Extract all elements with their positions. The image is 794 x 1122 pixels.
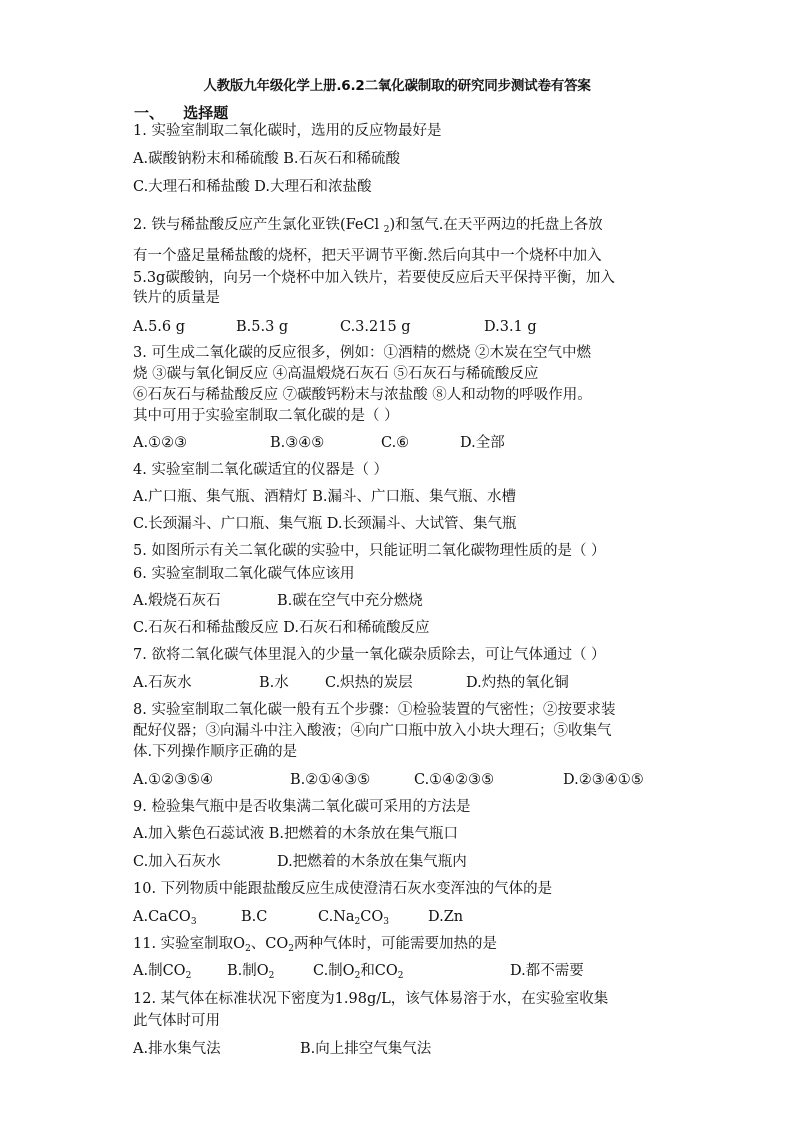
question-1-options-ab: A.碳酸钠粉末和稀硫酸 B.石灰石和稀硫酸 [133, 151, 400, 167]
question-2-option-b: B.5.3 g [236, 319, 289, 335]
question-2-option-c: C.3.215 g [340, 319, 411, 335]
question-2-line-1 [133, 215, 603, 240]
question-9-options-ab: A.加入紫色石蕊试液 B.把燃着的木条放在集气瓶口 [133, 826, 458, 842]
question-12-option-a: A.排水集气法 [133, 1041, 221, 1057]
question-4-options-cd: C.长颈漏斗、广口瓶、集气瓶 D.长颈漏斗、大试管、集气瓶 [133, 516, 517, 532]
question-8-option-a: A.①②③⑤④ [133, 772, 214, 788]
question-11-stem-b: 、CO [250, 936, 289, 952]
question-8-line-1: 8. 实验室制取二氧化碳一般有五个步骤：①检验装置的气密性；②按要求装 [133, 702, 616, 718]
question-11-option-d: D.都不需要 [510, 963, 584, 979]
question-5-stem: 5. 如图所示有关二氧化碳的实验中，只能证明二氧化碳物理性质的是（ ） [133, 543, 606, 559]
question-10-option-a-text: A.CaCO [133, 909, 191, 925]
question-2-line-1-b: )和氢气.在天平两边的托盘上各放 [389, 217, 603, 233]
question-11-option-a [133, 961, 191, 986]
question-10-option-c-sub1: 2 [354, 917, 361, 927]
question-7-option-c: C.炽热的炭层 [325, 675, 413, 691]
document-title: 人教版九年级化学上册.6.2二氧化碳制取的研究同步测试卷有答案 [203, 78, 591, 94]
question-6-stem: 6. 实验室制取二氧化碳气体应该用 [133, 566, 355, 582]
question-11-option-b-text: B.制O [227, 963, 269, 979]
question-12-option-b: B.向上排空气集气法 [300, 1041, 432, 1057]
question-11-stem [133, 934, 497, 959]
question-3-option-c: C.⑥ [381, 435, 410, 451]
question-10-stem: 10. 下列物质中能跟盐酸反应生成使澄清石灰水变浑浊的气体的是 [133, 881, 553, 897]
question-11-stem-sub1: 2 [245, 944, 251, 954]
question-10-option-c-sub2: 3 [383, 917, 389, 927]
question-2-option-d: D.3.1 g [484, 319, 537, 335]
question-11-option-c-text: C.制O [313, 963, 355, 979]
question-8-option-c: C.①④②③⑤ [414, 772, 495, 788]
question-11-option-c-text2: 和CO [360, 963, 398, 979]
question-3-option-d: D.全部 [460, 435, 505, 451]
question-7-option-d: D.灼热的氧化铜 [466, 675, 569, 691]
question-3-line-2: 烧 ③碳与氧化铜反应 ④高温煅烧石灰石 ⑤石灰石与稀硫酸反应 [133, 366, 539, 382]
question-10-option-a-sub: 3 [190, 917, 197, 927]
section-label: 选择题 [183, 104, 229, 122]
question-8-option-b: B.②①④③⑤ [290, 772, 371, 788]
question-10-option-a [133, 907, 197, 932]
question-9-stem: 9. 检验集气瓶中是否收集满二氧化碳可采用的方法是 [133, 799, 471, 815]
question-10-option-b: B.C [241, 909, 268, 925]
question-2-line-1-a: 2. 铁与稀盐酸反应产生氯化亚铁(FeCl [133, 217, 384, 233]
question-9-option-c: C.加入石灰水 [133, 854, 221, 870]
question-8-line-3: 体.下列操作顺序正确的是 [133, 744, 298, 760]
question-8-line-2: 配好仪器；③向漏斗中注入酸液；④向广口瓶中放入小块大理石；⑤收集气 [133, 723, 612, 739]
question-11-option-a-sub: 2 [185, 971, 192, 981]
question-10-option-c [318, 907, 389, 932]
question-3-option-a: A.①②③ [133, 435, 188, 451]
question-11-stem-sub2: 2 [288, 944, 295, 954]
section-number: 一、 [134, 104, 165, 122]
question-3-line-3: ⑥石灰石与稀盐酸反应 ⑦碳酸钙粉末与浓盐酸 ⑧人和动物的呼吸作用。 [133, 387, 592, 403]
question-11-option-c-sub2: 2 [397, 971, 404, 981]
question-11-option-c-sub1: 2 [354, 971, 361, 981]
question-11-option-a-text: A.制CO [133, 963, 186, 979]
question-9-option-d: D.把燃着的木条放在集气瓶内 [277, 854, 467, 870]
question-6-option-a: A.煅烧石灰石 [133, 593, 221, 609]
question-1-options-cd: C.大理石和稀盐酸 D.大理石和浓盐酸 [133, 179, 372, 195]
section-heading [134, 102, 228, 123]
question-10-option-c-text: C.Na [318, 909, 355, 925]
question-6-options-cd: C.石灰石和稀盐酸反应 D.石灰石和稀硫酸反应 [133, 620, 430, 636]
question-12-line-1: 12. 某气体在标准状况下密度为1.98g/L，该气体易溶于水，在实验室收集 [133, 991, 609, 1007]
question-6-option-b: B.碳在空气中充分燃烧 [277, 593, 423, 609]
question-11-stem-a: 11. 实验室制取O [133, 936, 246, 952]
question-11-option-b [227, 961, 274, 986]
question-2-subscript: 2 [383, 225, 390, 235]
question-10-option-c-text2: CO [360, 909, 384, 925]
question-4-options-ab: A.广口瓶、集气瓶、酒精灯 B.漏斗、广口瓶、集气瓶、水槽 [133, 489, 516, 505]
question-1-stem: 1. 实验室制取二氧化碳时，选用的反应物最好是 [133, 123, 442, 139]
question-3-line-1: 3. 可生成二氧化碳的反应很多，例如：①酒精的燃烧 ②木炭在空气中燃 [133, 345, 592, 361]
question-2-option-a: A.5.6 g [133, 319, 186, 335]
question-3-option-b: B.③④⑤ [270, 435, 325, 451]
question-11-stem-c: 两种气体时，可能需要加热的是 [294, 936, 498, 952]
question-3-line-4: 其中可用于实验室制取二氧化碳的是（ ） [133, 408, 399, 424]
question-4-stem: 4. 实验室制二氧化碳适宜的仪器是（ ） [133, 462, 389, 478]
question-2-line-4: 铁片的质量是 [133, 290, 220, 306]
question-8-option-d: D.②③④①⑤ [563, 772, 644, 788]
question-12-line-2: 此气体时可用 [133, 1013, 220, 1029]
question-7-option-b: B.水 [259, 675, 289, 691]
question-11-option-c [313, 961, 404, 986]
question-10-option-d: D.Zn [428, 909, 464, 925]
question-2-line-2: 有一个盛足量稀盐酸的烧杯，把天平调节平衡.然后向其中一个烧杯中加入 [133, 248, 602, 264]
question-7-stem: 7. 欲将二氧化碳气体里混入的少量一氧化碳杂质除去，可让气体通过（ ） [133, 647, 606, 663]
question-7-option-a: A.石灰水 [133, 675, 192, 691]
question-2-line-3: 5.3g碳酸钠，向另一个烧杯中加入铁片，若要使反应后天平保持平衡，加入 [133, 270, 615, 286]
question-11-option-b-sub: 2 [268, 971, 275, 981]
